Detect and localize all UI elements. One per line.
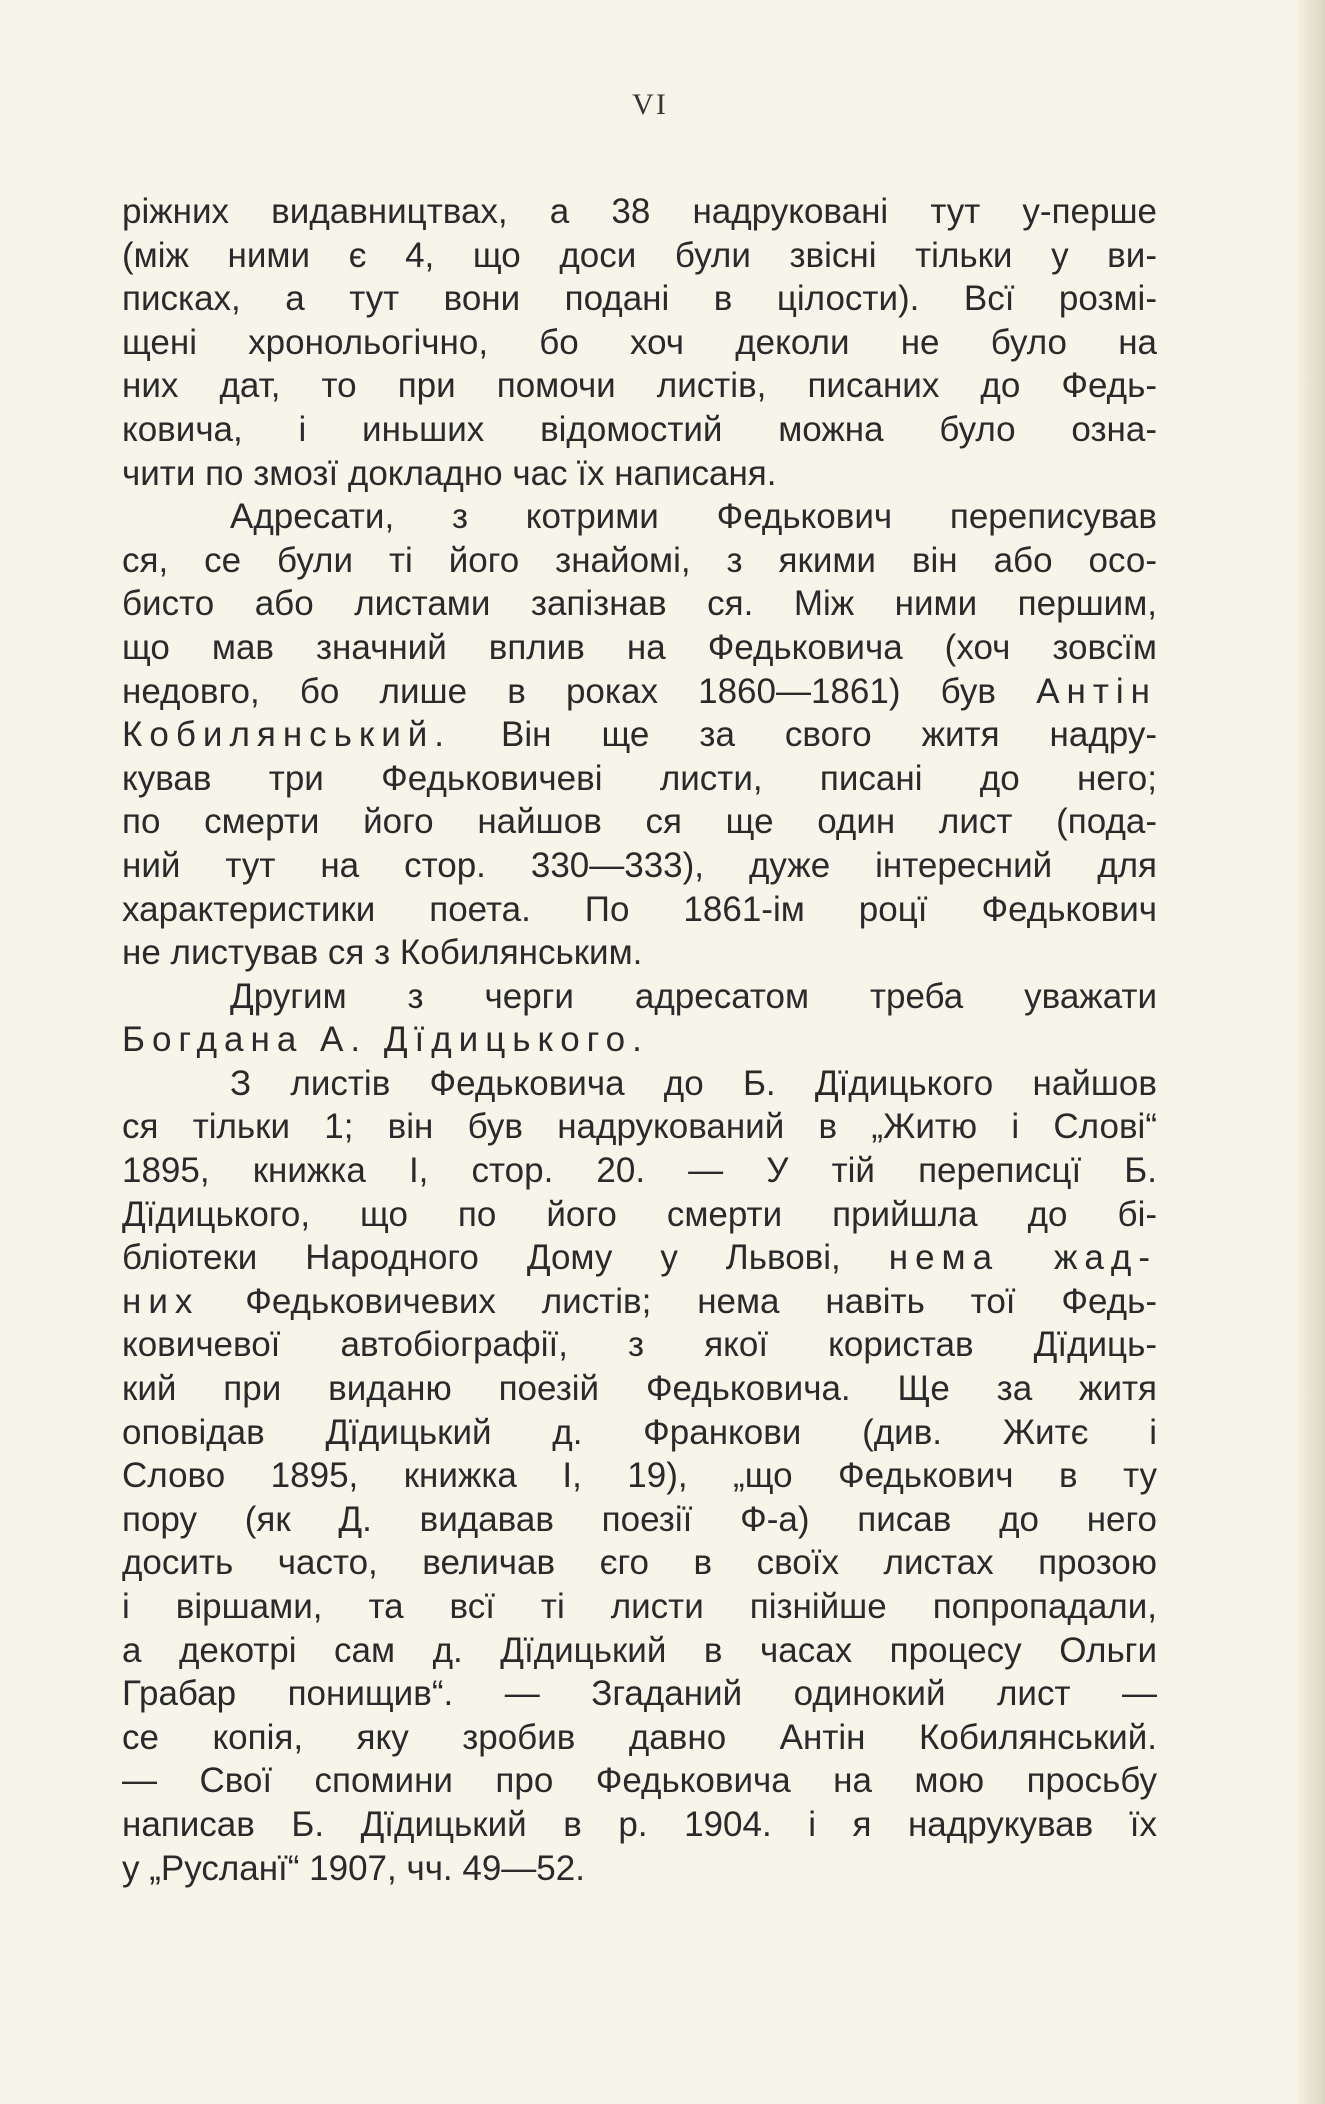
text-line (122, 277, 1157, 321)
text-line (122, 1280, 1157, 1324)
text-line (122, 1018, 1157, 1062)
line-text: се копія, яку зробив давно Антін Кобилянський. (122, 1717, 1157, 1757)
line-text: Другим з черги адресатом треба уважати (230, 976, 1157, 1016)
line-text: написав Б. Дїдицький в р. 1904. і я надрукував їх (122, 1804, 1157, 1844)
line-text: недовго, бо лише в роках 1860—1861) був (122, 671, 997, 711)
text-line (122, 1236, 1157, 1280)
line-text: (між ними є 4, що доси були звісні тільки у ви- (122, 235, 1157, 275)
line-text: і віршами, та всї ті листи пізнійше попропадали, (122, 1587, 1157, 1626)
text-line (122, 582, 1157, 626)
line-text: кий при виданю поезій Федьковича. Ще за житя (122, 1369, 1157, 1409)
text-line (122, 1062, 1157, 1106)
line-text: бліотеки Народного Дому у Львові, (122, 1238, 841, 1278)
text-line (122, 1367, 1157, 1411)
page-number: VI (632, 88, 668, 121)
line-text: писках, а тут вони подані в цілости). Всї розмі- (122, 279, 1157, 319)
line-text: 1895, книжка I, стор. 20. — У тій переписцї Б. (122, 1151, 1157, 1191)
spaced-name: Антін (1036, 671, 1157, 711)
text-line (122, 1454, 1157, 1498)
line-text: не листував ся з Кобилянським. (122, 933, 643, 973)
text-line (122, 364, 1157, 408)
text-line (122, 1323, 1157, 1367)
line-text: щені хронольогічно, бо хоч деколи не було на (122, 322, 1157, 362)
page-edge-shadow (1297, 0, 1325, 2104)
text-line (122, 1629, 1157, 1673)
line-text: Дїдицького, що по його смерти прийшла до бі- (122, 1194, 1157, 1234)
text-line (122, 1411, 1157, 1455)
line-text: них дат, то при помочи листів, писаних до Федь- (122, 366, 1157, 406)
line-text: ся, се були ті його знайомі, з якими він або осо- (122, 540, 1157, 580)
text-line (122, 800, 1157, 844)
text-line (122, 1672, 1157, 1716)
line-text: оповідав Дїдицький д. Франкови (див. Житє і (122, 1412, 1157, 1452)
text-line (122, 452, 1157, 496)
text-line (122, 931, 1157, 975)
line-text: що мав значний вплив на Федьковича (хоч зовсїм (122, 627, 1157, 667)
line-text: З листів Федьковича до Б. Дїдицького найшов (230, 1063, 1157, 1103)
text-line (122, 1149, 1157, 1193)
text-line (122, 975, 1157, 1019)
text-line (122, 844, 1157, 888)
text-line (122, 1716, 1157, 1760)
line-text: по смерти його найшов ся ще один лист (пода- (122, 802, 1157, 842)
line-rest: Він ще за свого житя надру- (451, 715, 1157, 755)
text-line (122, 408, 1157, 452)
line-text: Адресати, з котрими Федькович переписував (230, 497, 1157, 537)
text-line (122, 626, 1157, 670)
line-text: досить часто, величав єго в своїх листах прозою (122, 1543, 1157, 1583)
line-text: кував три Федьковичеві листи, писані до него; (122, 758, 1157, 798)
spaced-name: них (122, 1281, 200, 1321)
text-line (122, 888, 1157, 932)
line-text: ріжних видавництвах, а 38 надруковані тут у-перше (122, 192, 1157, 231)
text-line (122, 1105, 1157, 1149)
text-line (122, 1759, 1157, 1803)
line-text: Грабар понищив“. — Згаданий одинокий лист — (122, 1674, 1157, 1714)
text-line (122, 1585, 1157, 1629)
spaced-name: Кобилянський. (122, 715, 452, 755)
line-text: Слово 1895, книжка I, 19), „що Федькович в ту (122, 1456, 1157, 1496)
text-line (122, 539, 1157, 583)
line-text: ний тут на стор. 330—333), дуже інтересний для (122, 845, 1157, 885)
body-text (122, 190, 1157, 1890)
text-line (122, 321, 1157, 365)
line-text: чити по змозї докладно час їх написаня. (122, 453, 777, 493)
line-text: ся тільки 1; він був надрукований в „Житю і Слові“ (122, 1107, 1157, 1147)
text-line (122, 1847, 1157, 1891)
line-text: характеристики поета. По 1861-ім роцї Федькович (122, 889, 1157, 929)
line-text: у „Русланї“ 1907, чч. 49—52. (122, 1848, 585, 1888)
line-text: ковича, і иньших відомостий можна було озна- (122, 409, 1157, 449)
line-text: а декотрі сам д. Дїдицький в часах процесу Ольги (122, 1630, 1157, 1670)
line-text: ковичевої автобіографії, з якої користав Дїдиць- (122, 1325, 1157, 1365)
text-line (122, 1541, 1157, 1585)
text-line (122, 1498, 1157, 1542)
text-line (122, 190, 1157, 234)
text-line (122, 670, 1157, 714)
spaced-name: нема жад- (888, 1238, 1157, 1278)
text-line (122, 1193, 1157, 1237)
spaced-name: Богдана А. Дїдицького. (122, 1020, 649, 1060)
text-line (122, 1803, 1157, 1847)
text-line (122, 757, 1157, 801)
line-text: бисто або листами запізнав ся. Між ними першим, (122, 584, 1157, 624)
text-line (122, 234, 1157, 278)
line-text: — Свої спомини про Федьковича на мою просьбу (122, 1761, 1157, 1801)
text-line (122, 495, 1157, 539)
text-line (122, 713, 1157, 757)
line-rest: Федьковичевих листів; нема навіть тої Федь- (199, 1281, 1157, 1321)
line-text: пору (як Д. видавав поезії Ф-а) писав до него (122, 1499, 1157, 1539)
